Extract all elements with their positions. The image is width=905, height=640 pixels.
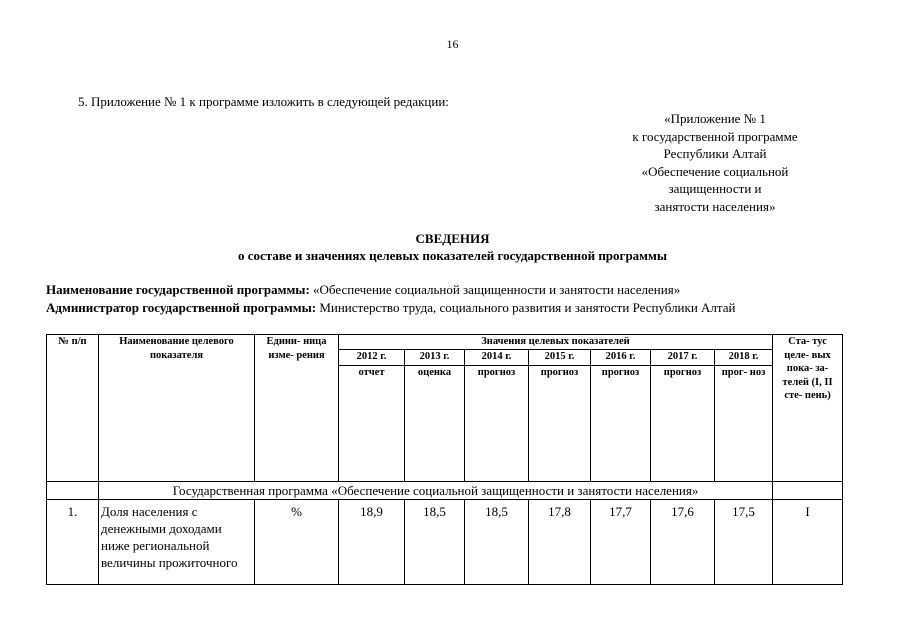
row-name: Доля населения с денежными доходами ниже региональной величины прожиточного xyxy=(99,500,255,585)
intro-paragraph: 5. Приложение № 1 к программе изложить в следующей редакции: xyxy=(78,94,449,109)
appendix-line: занятости населения» xyxy=(654,198,776,214)
row-value: 18,5 xyxy=(465,500,529,585)
header-year: 2016 г. xyxy=(591,350,651,366)
section-title: Государственная программа «Обеспечение социальной защищенности и занятости населения» xyxy=(99,482,773,500)
header-year: 2014 г. xyxy=(465,350,529,366)
row-value: 18,9 xyxy=(339,500,405,585)
header-year: 2012 г. xyxy=(339,350,405,366)
document-subtitle: о составе и значениях целевых показателей государственной программы xyxy=(237,248,668,263)
program-name-label: Наименование государственной программы: xyxy=(46,282,310,297)
header-kind: прог- ноз xyxy=(715,366,773,482)
header-year: 2015 г. xyxy=(529,350,591,366)
table-row xyxy=(47,500,843,585)
header-year: 2018 г. xyxy=(715,350,773,366)
appendix-line: защищенности и xyxy=(668,181,762,196)
header-status: Ста- тус целе- вых пока- за- телей (I, II сте- пень) xyxy=(773,335,843,482)
header-kind: прогноз xyxy=(465,366,529,482)
program-admin-value: Министерство труда, социального развития и занятости Республики Алтай xyxy=(316,300,736,315)
document-title: СВЕДЕНИЯ xyxy=(415,231,490,246)
header-kind: прогноз xyxy=(651,366,715,482)
appendix-line: «Приложение № 1 xyxy=(664,111,766,126)
page-number: 16 xyxy=(446,37,459,51)
row-value: 17,6 xyxy=(651,500,715,585)
row-status: I xyxy=(773,500,843,585)
section-spacer xyxy=(47,482,99,500)
header-kind: прогноз xyxy=(591,366,651,482)
program-admin-line xyxy=(46,300,735,316)
header-kind: оценка xyxy=(405,366,465,482)
row-value: 18,5 xyxy=(405,500,465,585)
program-name-line xyxy=(46,282,680,298)
header-unit: Едини- ница изме- рения xyxy=(255,335,339,482)
row-value: 17,8 xyxy=(529,500,591,585)
header-num: № п/п xyxy=(47,335,99,482)
appendix-reference xyxy=(600,110,830,215)
appendix-line: Республики Алтай xyxy=(663,146,767,161)
header-kind: прогноз xyxy=(529,366,591,482)
header-year: 2013 г. xyxy=(405,350,465,366)
header-values: Значения целевых показателей xyxy=(339,335,773,350)
program-name-value: «Обеспечение социальной защищенности и занятости населения» xyxy=(309,282,681,297)
section-spacer xyxy=(773,482,843,500)
row-value: 17,7 xyxy=(591,500,651,585)
appendix-line: к государственной программе xyxy=(632,128,798,144)
header-year: 2017 г. xyxy=(651,350,715,366)
indicators-table xyxy=(46,334,843,585)
row-num: 1. xyxy=(47,500,99,585)
program-admin-label: Администратор государственной программы: xyxy=(46,300,317,315)
row-unit: % xyxy=(255,500,339,585)
row-value: 17,5 xyxy=(715,500,773,585)
header-kind: отчет xyxy=(339,366,405,482)
header-name: Наименование целевого показателя xyxy=(99,335,255,482)
appendix-line: «Обеспечение социальной xyxy=(641,163,789,179)
